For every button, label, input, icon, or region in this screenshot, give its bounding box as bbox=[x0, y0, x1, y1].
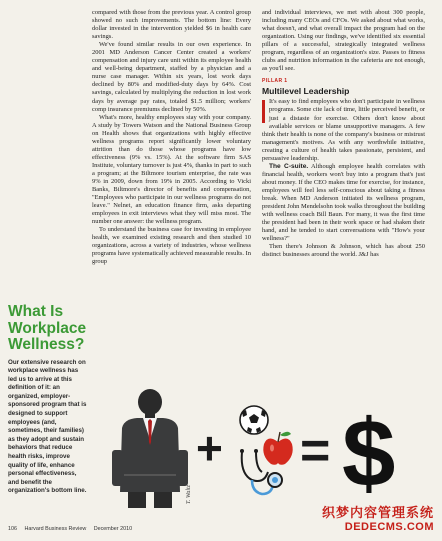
plus-sign: + bbox=[196, 422, 223, 474]
sidebar-body: Our extensive research on workplace wellness has led us to arrive at this definition of it: an organized, employer-sponsored program that is designed to support employees (and, sometimes, their families) as they adopt and sustain behaviors that reduce health risks, improve quality of life, enhance personal effectiveness, and benefit the organization's bottom line. bbox=[8, 358, 87, 495]
site-watermark bbox=[322, 502, 434, 533]
article-column-2 bbox=[262, 9, 425, 259]
paragraph: Then there's Johnson & Johnson, which has about 250 distinct businesses around the world. J&J has bbox=[262, 243, 425, 259]
soccer-ball-icon bbox=[240, 406, 268, 434]
page-footer bbox=[8, 526, 138, 532]
wellness-equation-illustration bbox=[92, 388, 428, 508]
paragraph: compared with those from the previous year. A control group showed no such improvements. The bottom line: Every dollar invested in the intervention yielded $6 in health care savings. bbox=[92, 9, 251, 41]
sidebar-title-line: Wellness? bbox=[8, 336, 85, 353]
issue-date: December 2010 bbox=[93, 526, 133, 532]
article-column-1 bbox=[92, 9, 251, 267]
sidebar-title bbox=[8, 304, 88, 354]
page-number: 106 bbox=[8, 526, 17, 532]
equals-sign: = bbox=[300, 422, 331, 480]
pillar-label: PILLAR 1 bbox=[262, 78, 288, 85]
watermark-url: DEDECMS.COM bbox=[344, 521, 434, 533]
paragraph: What's more, healthy employees stay with your company. A study by Towers Watson and the National Business Group on Health shows that organizations with highly effective wellness programs report significantly lower voluntary attrition than do those whose programs have low effectiveness (9% vs. 15%). At the software firm SAS Institute, voluntary turnover is just 4%, thanks in part to such a program; at the Biltmore tourism enterprise, the rate was 9% in 2009, down from 19% in 2005. According to Vicki Banks, Biltmore's director of benefits and compensation, "Employees who participate in our wellness programs do not leave." Nelnet, an education finance firm, asks departing employees in exit interviews what they will miss most. The number one answer: the wellness program. bbox=[92, 113, 251, 226]
runin-heading: The C-suite. bbox=[269, 162, 309, 170]
dropcap-paragraph bbox=[262, 98, 425, 162]
sidebar-definition bbox=[8, 304, 88, 496]
dollar-sign: $ bbox=[342, 400, 396, 507]
pillar-title: Multilevel Leadership bbox=[262, 86, 350, 97]
sidebar-title-line: Workplace bbox=[8, 319, 87, 337]
sidebar-title-line: What Is bbox=[8, 303, 64, 320]
paragraph: We've found similar results in our own experience. In 2001 MD Anderson Cancer Center created a workers' compensation and injury care unit within its employee health and well-being department, staffed by a physician and a nurse case manager. Within six years, lost work days declined by 80% and modified-duty days by 64%. Cost savings, calculated by multiplying the reduction in lost work days by average pay rates, totaled $1.5 million; workers' comp insurance premiums declined by 50%. bbox=[92, 41, 251, 113]
watermark-chinese: 织梦内容管理系统 bbox=[321, 505, 434, 520]
dropcap-bar bbox=[262, 100, 265, 123]
paragraph: and individual interviews, we met with about 300 people, including many CEOs and CFOs. We asked about what works, what doesn't, and what overall impact the program had on the organization. Using our findings, we've identified six essential pillars of a successful, strategically integrated wellness program, regardless of an organization's size. Passes to fitness clubs and nutrition information in the cafeteria are not enough, as you'll see. bbox=[262, 9, 425, 73]
publication-name: Harvard Business Review bbox=[24, 526, 87, 532]
paragraph: To understand the business case for investing in employee health, we examined existing research and then studied 10 organizations, across a variety of industries, whose wellness programs have systematically achieved measurable results. In group bbox=[92, 226, 251, 266]
paragraph-text: Although employee health correlates with financial health, workers won't buy into a program that's just about money. If the CEO makes time for exercise, for instance, employees will feel less self-conscious about taking a fitness break. When MD Anderson initiated its wellness program, president John Mendelsohn took walks throughout the building with wellness coach Bill Baun. For many, it was the first time the president had been in their work space or had shaken their hand, and he tended to start conversations with "How's your wellness?" bbox=[262, 162, 426, 243]
businessman-figure bbox=[112, 389, 188, 508]
apple-icon bbox=[263, 432, 292, 465]
artist-signature: T. Waltz bbox=[186, 484, 192, 504]
paragraph: It's easy to find employees who don't participate in wellness programs. Some cite lack of time, little perceived benefit, or just a distaste for exercise. Others don't know about available services or blame unsupportive managers. A few think their health is none of the company's business or mistrust management's motives. As with any worthwhile initiative, creating a culture of health takes passionate, persistent, and persuasive leadership. bbox=[262, 98, 425, 162]
